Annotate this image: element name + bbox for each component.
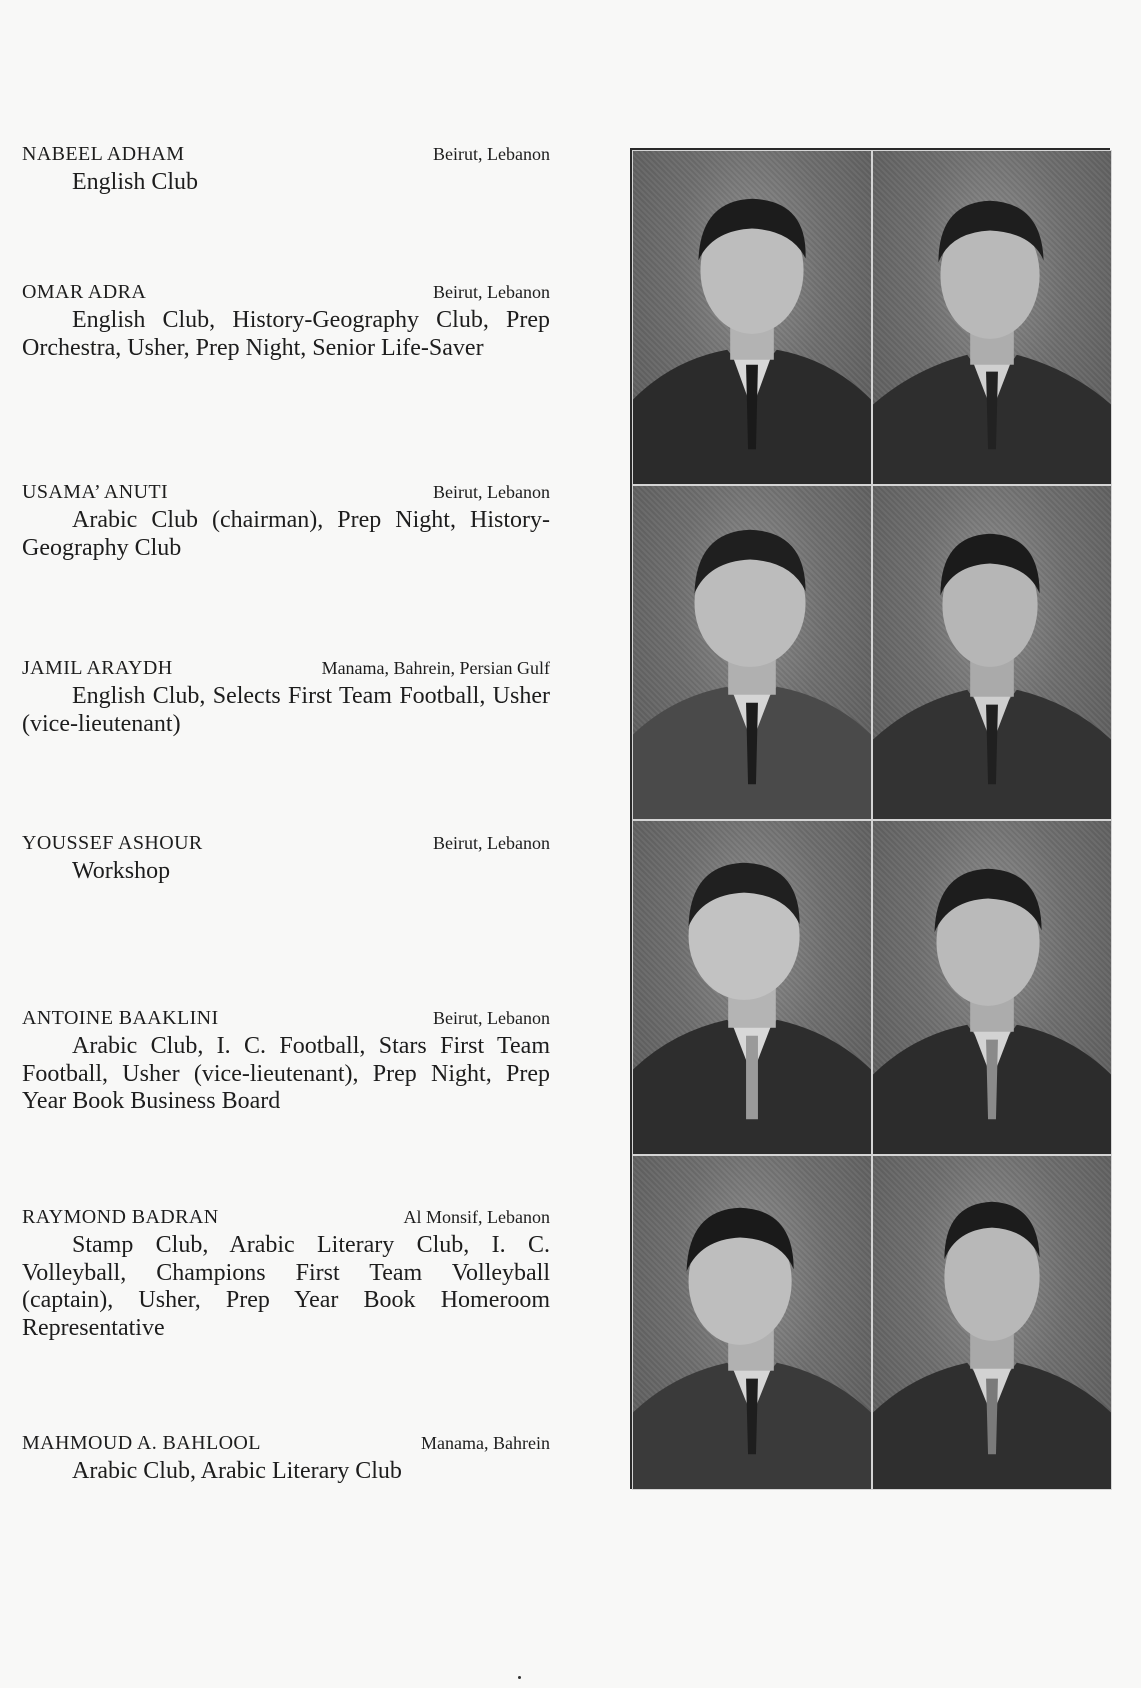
portrait-araydh <box>872 485 1112 820</box>
student-hometown: Beirut, Lebanon <box>433 1008 550 1028</box>
student-activities: English Club, History-Geography Club, Prep Orchestra, Usher, Prep Night, Senior Life-Saver <box>22 307 550 361</box>
portrait-baaklini <box>872 820 1112 1155</box>
student-activities: English Club, Selects First Team Football, Usher (vice-lieutenant) <box>22 683 550 737</box>
student-activities: Stamp Club, Arabic Literary Club, I. C. Volleyball, Champions First Team Volleyball (captain), Usher, Prep Year Book Homeroom Representative <box>22 1232 550 1341</box>
student-entry-araydh <box>22 657 550 738</box>
student-entry-bahlool <box>22 1432 550 1486</box>
student-entry-anuti <box>22 481 550 562</box>
portrait-grid <box>630 148 1110 1489</box>
student-entry-baaklini <box>22 1007 550 1116</box>
portrait-ashour <box>632 820 872 1155</box>
student-activities: Arabic Club (chairman), Prep Night, History-Geography Club <box>22 507 550 561</box>
portrait-badran <box>632 1155 872 1490</box>
portrait-adra <box>872 150 1112 485</box>
student-name: JAMIL ARAYDH <box>22 657 173 679</box>
student-name: MAHMOUD A. BAHLOOL <box>22 1432 261 1454</box>
student-name: USAMA’ ANUTI <box>22 481 169 503</box>
student-name: NABEEL ADHAM <box>22 143 185 165</box>
student-activities: English Club <box>72 169 199 195</box>
student-name: RAYMOND BADRAN <box>22 1206 219 1228</box>
portrait-figure <box>633 486 871 819</box>
student-name: YOUSSEF ASHOUR <box>22 832 203 854</box>
student-hometown: Beirut, Lebanon <box>433 282 550 302</box>
student-activities: Arabic Club, I. C. Football, Stars First Team Football, Usher (vice-lieutenant), Prep Night, Prep Year Book Business Board <box>22 1033 550 1114</box>
portrait-figure <box>873 1156 1111 1489</box>
portrait-figure <box>633 1156 871 1489</box>
student-hometown: Beirut, Lebanon <box>433 144 550 164</box>
student-name: OMAR ADRA <box>22 281 147 303</box>
portrait-figure <box>873 486 1111 819</box>
student-entry-badran <box>22 1206 550 1342</box>
student-hometown: Beirut, Lebanon <box>433 833 550 853</box>
portrait-adham <box>632 150 872 485</box>
student-activities: Arabic Club, Arabic Literary Club <box>72 1458 402 1484</box>
student-hometown: Manama, Bahrein, Persian Gulf <box>321 658 550 678</box>
portrait-figure <box>873 151 1111 484</box>
page-mark <box>518 1676 521 1679</box>
portrait-anuti <box>632 485 872 820</box>
student-activities: Workshop <box>72 858 171 884</box>
student-entry-ashour <box>22 832 550 886</box>
portrait-figure <box>633 821 871 1154</box>
student-entry-adham <box>22 143 550 197</box>
portrait-bahlool <box>872 1155 1112 1490</box>
portrait-figure <box>873 821 1111 1154</box>
student-entry-adra <box>22 281 550 362</box>
student-hometown: Beirut, Lebanon <box>433 482 550 502</box>
student-name: ANTOINE BAAKLINI <box>22 1007 219 1029</box>
portrait-figure <box>633 151 871 484</box>
student-hometown: Manama, Bahrein <box>421 1433 550 1453</box>
student-hometown: Al Monsif, Lebanon <box>403 1207 550 1227</box>
